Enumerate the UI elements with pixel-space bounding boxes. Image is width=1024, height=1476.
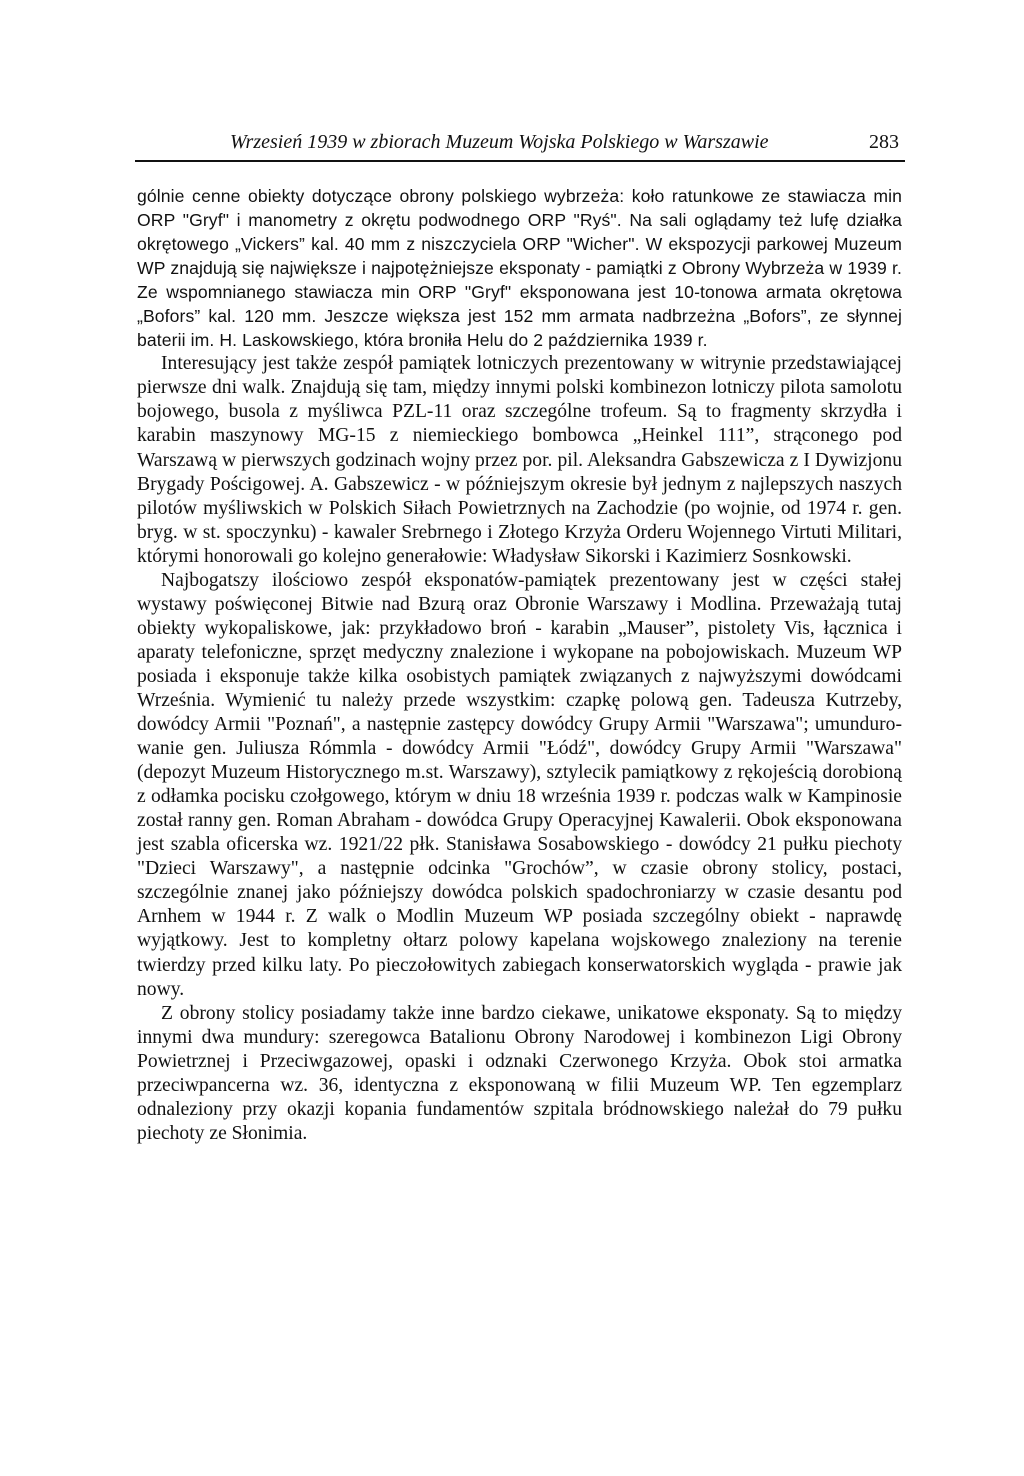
paragraph-bzura-warsaw-modlin: Najbogatszy ilościowo zespół eksponatów-pamiątek prezentowany jest w części stałej wystawy poświęconej Bitwie nad Bzurą oraz Obronie Warszawy i Modlina. Przeważają tutaj obiekty wykopaliskowe, jak: przykładowo broń - karabin „Mauser”, pistolety Vis, łącznica i aparaty telefoniczne, sprzęt medyczny znalezione i wykopane na pobojowiskach. Muzeum WP posiada i eksponuje także kilka osobistych pamiątek związanych z najwyższymi dowódcami Września. Wymienić tu należy przede wszystkim: czapkę polową gen. Tadeusza Kutrzeby, dowódcy Armii "Poznań", a następnie zastępcy dowódcy Grupy Armii "Warszawa"; umundurowanie gen. Juliusza Rómmla - dowódcy Armii "Łódź", dowódcy Grupy Armii "Warszawa" (depozyt Muzeum Historycznego m.st. Warszawy), sztylecik pamiątkowy z rękojeścią dorobioną z odłamka pocisku czołgowego, którym w dniu 18 września 1939 r. podczas walk w Kampinosie został ranny gen. Roman Abraham - dowódca Grupy Operacyjnej Kawalerii. Obok eksponowana jest szabla oficerska wz. 1921/22 płk. Stanisława Sosabowskiego - dowódcy 21 pułku piechoty "Dzieci Warszawy", a następnie odcinka "Grochów”, w czasie obrony stolicy, postaci, szczególnie znanej jako późniejszy dowódca polskich spadochroniarzy w czasie desantu pod Arnhem w 1944 r. Z walk o Modlin Muzeum WP posiada szczególny obiekt - naprawdę wyjątkowy. Jest to kompletny ołtarz polowy kapelana wojskowego znaleziony na terenie twierdzy przed kilku laty. Po pieczołowitych zabiegach konserwatorskich wygląda - prawie jak nowy.	[137, 569, 902, 1000]
paragraph-aviation-items: Interesujący jest także zespół pamiątek lotniczych prezentowany w witrynie przedstawiającej pierwsze dni walk. Znajdują się tam, między innymi polski kombinezon lotniczy pilota samolotu bojowego, busola z myśliwca PZL-11 oraz szczególne trofeum. Są to fragmenty skrzydła i karabin maszynowy MG-15 z niemieckiego bombowca „Heinkel 111”, strąconego pod Warszawą w pierwszych godzinach wojny przez por. pil. Aleksandra Gabszewicza z I Dywizjonu Brygady Pościgowej. A. Gabszewicz - w późniejszym okresie był jednym z najlepszych naszych pilotów myśliwskich w Polskich Siłach Powietrznych na Zachodzie (po wojnie, od 1974 r. gen. bryg. w st. spoczynku) - kawaler Srebrnego i Złotego Krzyża Orderu Wojennego Virtuti Militari, którymi honorowali go kolejno generałowie: Władysław Sikorski i Kazimierz Sosnkowski.	[137, 353, 902, 567]
paragraph-capital-defense: Z obrony stolicy posiadamy także inne bardzo ciekawe, unikatowe eksponaty. Są to między innymi dwa mundury: szeregowca Batalionu Obrony Narodowej i kombinezon Ligi Obrony Powietrznej i Przeciwgazowej, opaski i odznaki Czerwonego Krzyża. Obok stoi armatka przeciwpancerna wz. 36, identyczna z eksponowaną w filii Muzeum WP. Ten egzemplarz odnaleziony przy okazji kopania fundamentów szpitala bródnowskiego należał do 79 pułku piechoty ze Słonimia.	[137, 1002, 902, 1144]
running-header	[135, 128, 905, 162]
page-number: 283	[869, 131, 899, 153]
paragraph-continued: gólnie cenne obiekty dotyczące obrony polskiego wybrzeża: koło ratunkowe ze stawiacza min ORP "Gryf" i manometry z okrętu podwodnego ORP "Ryś". Na sali oglądamy też lufę działka okrętowego „Vickers” kal. 40 mm z niszczyciela ORP "Wicher". W ekspozycji parkowej Muzeum WP znajdują się największe i najpotężniejsze eksponaty - pamiątki z Obrony Wybrzeża w 1939 r. Ze wspomnianego stawiacza min ORP "Gryf" eksponowana jest 10-tonowa armata okrętowa „Bofors” kal. 120 mm. Jeszcze większa jest 152 mm armata nadbrzeżna „Bofors”, ze słynnej baterii im. H. Laskowskiego, która broniła Helu do 2 października 1939 r.	[137, 186, 902, 351]
running-header-title: Wrzesień 1939 w zbiorach Muzeum Wojska Polskiego w Warszawie	[230, 131, 769, 153]
body-text	[137, 184, 902, 1146]
